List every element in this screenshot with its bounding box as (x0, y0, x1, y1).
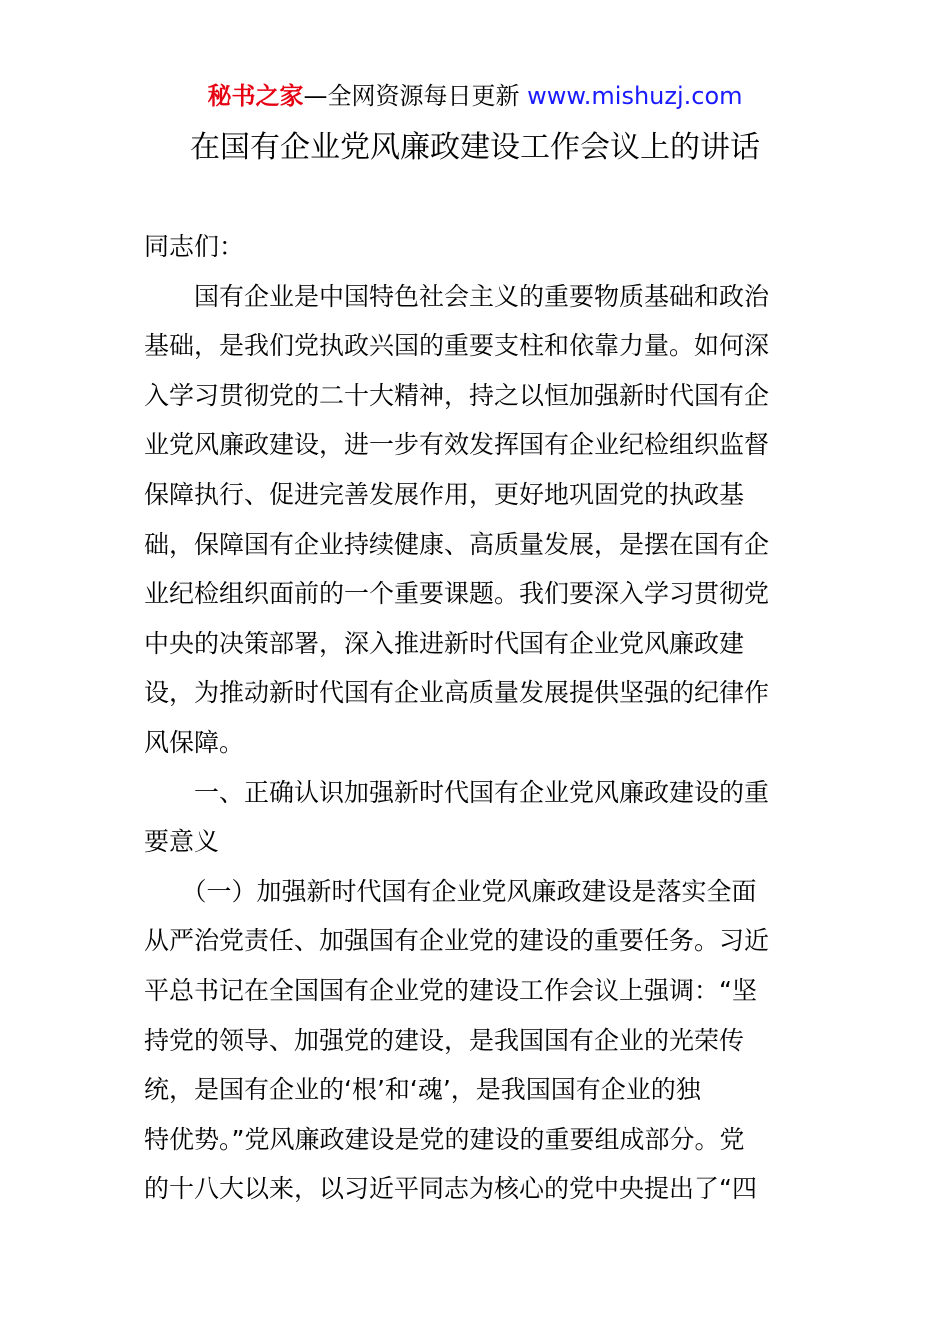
text-line: （一）加强新时代国有企业党风廉政建设是落实全面 (144, 876, 757, 906)
text-line: 平总书记在全国国有企业党的建设工作会议上强调：“坚 (144, 975, 757, 1005)
salutation: 同志们： (144, 232, 245, 261)
text-line: 持党的领导、加强党的建设，是我国国有企业的光荣传 (144, 1025, 745, 1055)
site-header (0, 78, 950, 114)
text-line: 设，为推动新时代国有企业高质量发展提供坚强的纪律作 (144, 678, 770, 708)
site-url-link[interactable]: www.mishuzj.com (527, 82, 743, 110)
text-line: 业纪检组织面前的一个重要课题。我们要深入学习贯彻党 (144, 579, 770, 609)
text-line: 统，是国有企业的‘根’和‘魂’，是我国国有企业的独 (144, 1075, 701, 1105)
text-line: 的十八大以来，以习近平同志为核心的党中央提出了“四 (144, 1174, 757, 1204)
document-body (144, 222, 808, 1214)
section-heading-line: 一、正确认识加强新时代国有企业党风廉政建设的重 (144, 777, 770, 807)
section-heading-line: 要意义 (144, 827, 220, 857)
text-line: 中央的决策部署，深入推进新时代国有企业党风廉政建 (144, 628, 745, 658)
brand-name: 秘书之家 (207, 82, 304, 110)
text-line: 特优势。”党风廉政建设是党的建设的重要组成部分。党 (144, 1124, 745, 1154)
text-line: 基础，是我们党执政兴国的重要支柱和依靠力量。如何深 (144, 331, 770, 361)
text-line: 从严治党责任、加强国有企业党的建设的重要任务。习近 (144, 926, 770, 956)
text-line: 础，保障国有企业持续健康、高质量发展，是摆在国有企 (144, 529, 770, 559)
text-line: 入学习贯彻党的二十大精神，持之以恒加强新时代国有企 (144, 380, 770, 410)
site-tagline: —全网资源每日更新 (303, 82, 528, 110)
text-line: 业党风廉政建设，进一步有效发挥国有企业纪检组织监督 (144, 430, 770, 460)
document-title: 在国有企业党风廉政建设工作会议上的讲话 (190, 130, 760, 165)
text-line: 保障执行、促进完善发展作用，更好地巩固党的执政基 (144, 479, 745, 509)
text-line: 风保障。 (144, 727, 245, 757)
text-line: 国有企业是中国特色社会主义的重要物质基础和政治 (144, 281, 770, 311)
